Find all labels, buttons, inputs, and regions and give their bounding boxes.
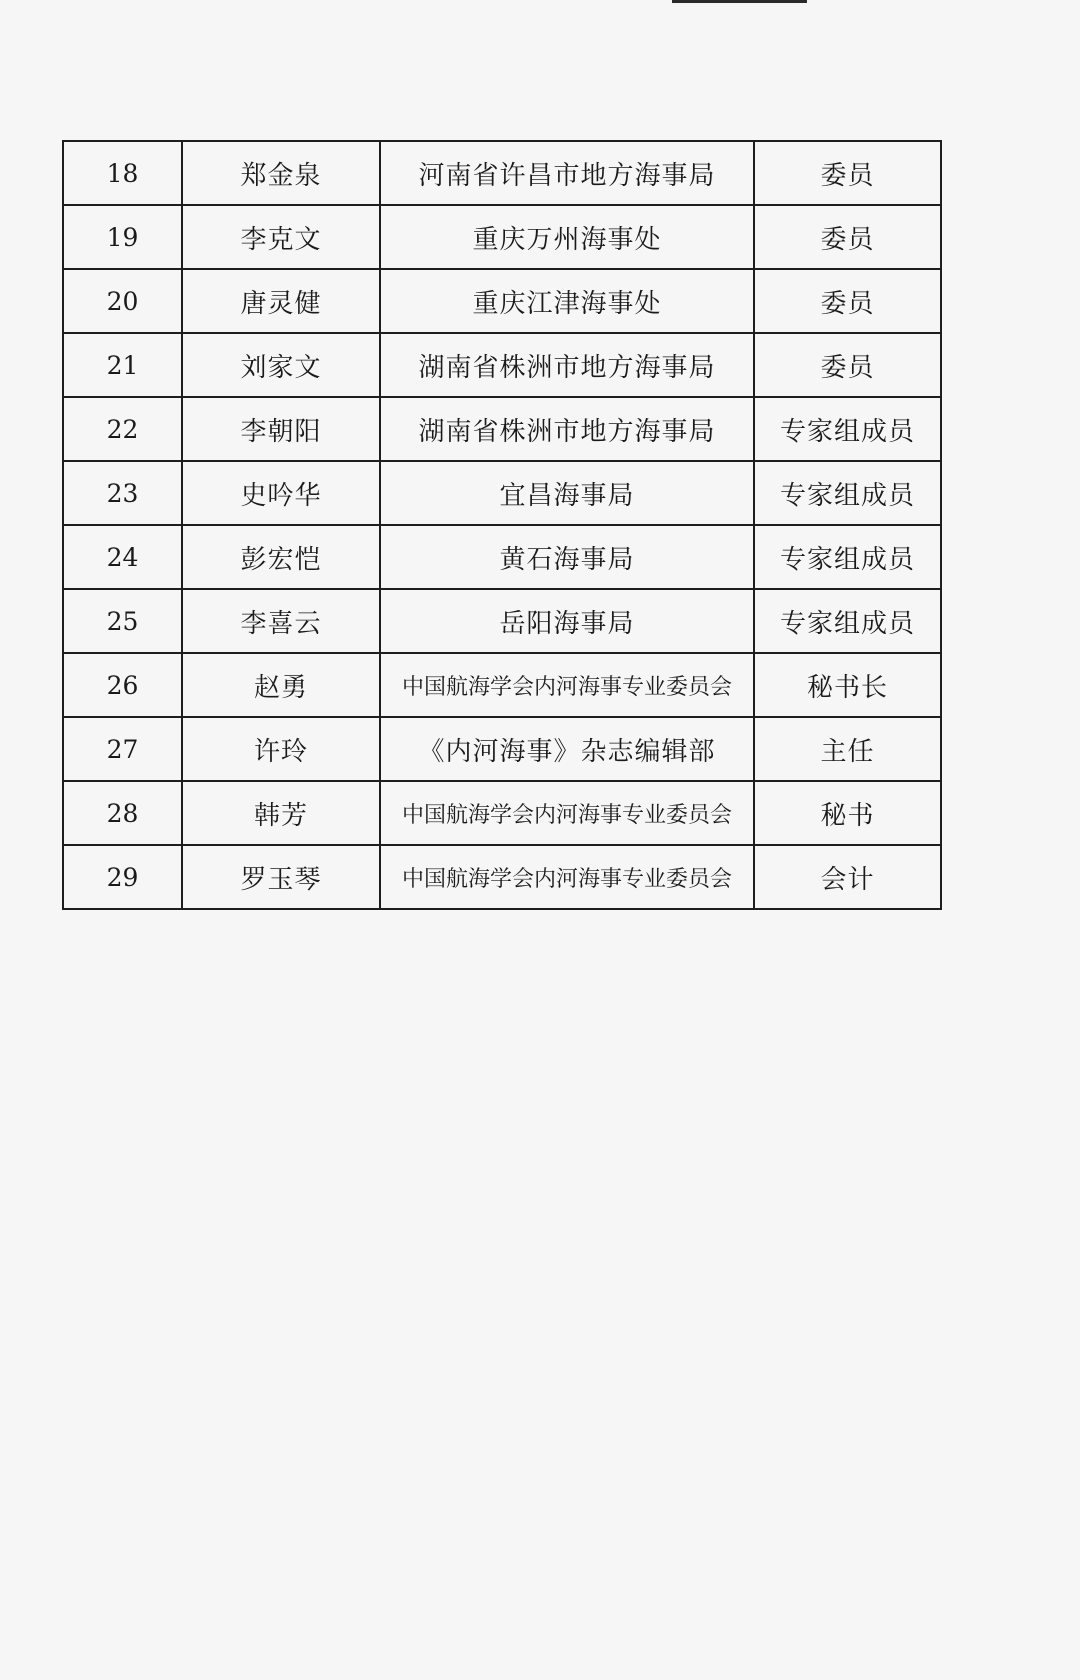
table-row: [63, 205, 941, 269]
row-index: 19: [63, 205, 182, 269]
member-role: 委员: [754, 269, 941, 333]
member-organization: 中国航海学会内河海事专业委员会: [380, 653, 754, 717]
member-role: 委员: [754, 333, 941, 397]
row-index: 29: [63, 845, 182, 909]
row-index: 23: [63, 461, 182, 525]
member-role: 委员: [754, 141, 941, 205]
member-name: 史吟华: [182, 461, 380, 525]
member-role: 主任: [754, 717, 941, 781]
member-name: 韩芳: [182, 781, 380, 845]
member-name: 李克文: [182, 205, 380, 269]
member-organization: 宜昌海事局: [380, 461, 754, 525]
table-row: [63, 781, 941, 845]
table-row: [63, 717, 941, 781]
member-organization: 河南省许昌市地方海事局: [380, 141, 754, 205]
member-role: 秘书长: [754, 653, 941, 717]
member-name: 许玲: [182, 717, 380, 781]
member-name: 李喜云: [182, 589, 380, 653]
member-role: 专家组成员: [754, 589, 941, 653]
table-row: [63, 397, 941, 461]
member-name: 唐灵健: [182, 269, 380, 333]
table-row: [63, 269, 941, 333]
member-name: 李朝阳: [182, 397, 380, 461]
member-organization: 中国航海学会内河海事专业委员会: [380, 845, 754, 909]
row-index: 24: [63, 525, 182, 589]
member-organization: 湖南省株洲市地方海事局: [380, 333, 754, 397]
table-row: [63, 845, 941, 909]
member-name: 郑金泉: [182, 141, 380, 205]
member-organization: 《内河海事》杂志编辑部: [380, 717, 754, 781]
table-row: [63, 461, 941, 525]
member-role: 专家组成员: [754, 397, 941, 461]
member-role: 专家组成员: [754, 461, 941, 525]
row-index: 20: [63, 269, 182, 333]
member-organization: 岳阳海事局: [380, 589, 754, 653]
member-organization: 湖南省株洲市地方海事局: [380, 397, 754, 461]
table-row: [63, 141, 941, 205]
member-role: 秘书: [754, 781, 941, 845]
member-roster-table: [62, 140, 942, 910]
member-role: 会计: [754, 845, 941, 909]
member-name: 赵勇: [182, 653, 380, 717]
row-index: 28: [63, 781, 182, 845]
table-row: [63, 653, 941, 717]
table-row: [63, 589, 941, 653]
member-organization: 黄石海事局: [380, 525, 754, 589]
member-organization: 重庆江津海事处: [380, 269, 754, 333]
member-role: 委员: [754, 205, 941, 269]
member-role: 专家组成员: [754, 525, 941, 589]
table-row: [63, 333, 941, 397]
row-index: 26: [63, 653, 182, 717]
member-organization: 重庆万州海事处: [380, 205, 754, 269]
row-index: 25: [63, 589, 182, 653]
member-name: 罗玉琴: [182, 845, 380, 909]
row-index: 18: [63, 141, 182, 205]
row-index: 22: [63, 397, 182, 461]
row-index: 27: [63, 717, 182, 781]
page-top-edge-mark: [672, 0, 807, 3]
table-row: [63, 525, 941, 589]
member-name: 刘家文: [182, 333, 380, 397]
member-organization: 中国航海学会内河海事专业委员会: [380, 781, 754, 845]
row-index: 21: [63, 333, 182, 397]
member-name: 彭宏恺: [182, 525, 380, 589]
